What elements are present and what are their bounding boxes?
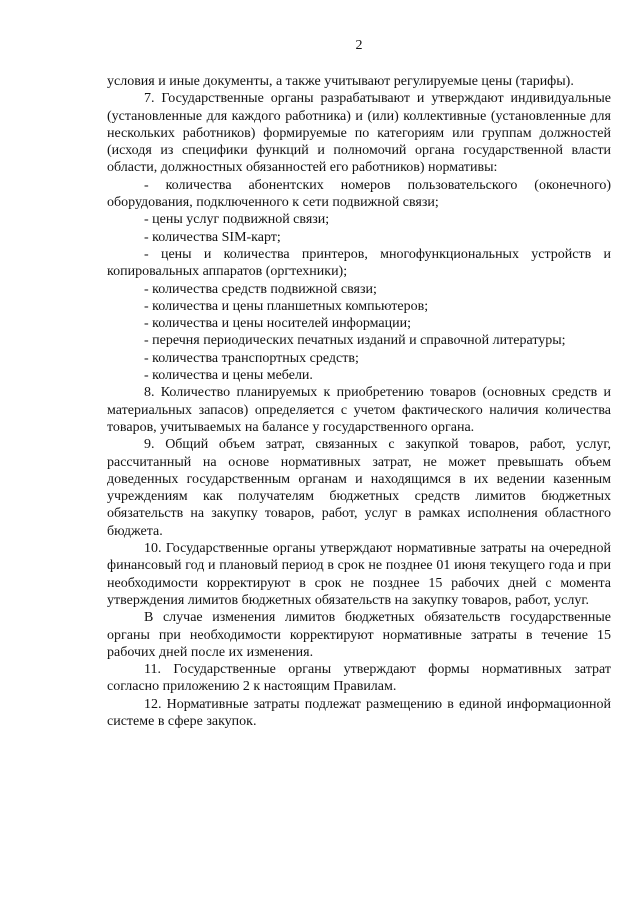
document-body [107, 73, 611, 730]
paragraph-11: 11. Государственные органы утверждают формы нормативных затрат согласно приложению 2 к настоящим Правилам. [107, 662, 611, 695]
list-item: - количества SIM-карт; [144, 229, 281, 245]
list-item: - перечня периодических печатных изданий и справочной литературы; [144, 333, 566, 349]
paragraph-continuation: условия и иные документы, а также учитывают регулируемые цены (тарифы). [107, 74, 574, 89]
list-item: - количества абонентских номеров пользовательского (оконечного) оборудования, подключенного к сети подвижной связи; [107, 177, 611, 211]
list-item: - цены услуг подвижной связи; [144, 212, 330, 228]
list-item: - количества и цены мебели. [144, 368, 313, 384]
paragraph-9: 9. Общий объем затрат, связанных с закупкой товаров, работ, услуг, рассчитанный на основе нормативных затрат, не может превышать объем доведенных государственным органам и находящимся в их ведении казенным учреждениям как получателям бюджетных средств лимитов бюджетных обязательств на закупку товаров, работ, услуг в рамках исполнения областного бюджета. [107, 437, 611, 539]
list-item: - цены и количества принтеров, многофункциональных устройств и копировальных аппаратов (оргтехники); [107, 246, 611, 280]
paragraph-8: 8. Количество планируемых к приобретению товаров (основных средств и материальных запасов) определяется с учетом фактического наличия количества товаров, учитываемых на балансе у государственного органа. [107, 385, 611, 435]
page-number: 2 [355, 38, 363, 53]
paragraph-12: 12. Нормативные затраты подлежат размещению в единой информационной системе в сфере закупок. [107, 696, 611, 729]
paragraph-10-limits: В случае изменения лимитов бюджетных обязательств государственные органы при необходимости корректируют нормативные затраты в течение 15 рабочих дней после их изменения. [107, 610, 611, 660]
list-item: - количества и цены носителей информации; [144, 316, 411, 332]
list-item: - количества и цены планшетных компьютеров; [144, 298, 429, 314]
list-item: - количества средств подвижной связи; [144, 281, 377, 297]
paragraph-7: 7. Государственные органы разрабатывают и утверждают индивидуальные (установленные для каждого работника) и (или) коллективные (установленные для нескольких работников) формируемые по категориям или группам должностей (исходя из специфики функций и полномочий органа государственной власти области, должностных обязанностей его работников) нормативы: [107, 91, 611, 176]
list-item: - количества транспортных средств; [144, 350, 359, 366]
paragraph-10: 10. Государственные органы утверждают нормативные затраты на очередной финансовый год и плановый период в срок не позднее 01 июня текущего года и при необходимости корректируют в срок не позднее 15 рабочих дней с момента утверждения лимитов бюджетных обязательств на закупку товаров, работ, услуг. [107, 541, 611, 608]
